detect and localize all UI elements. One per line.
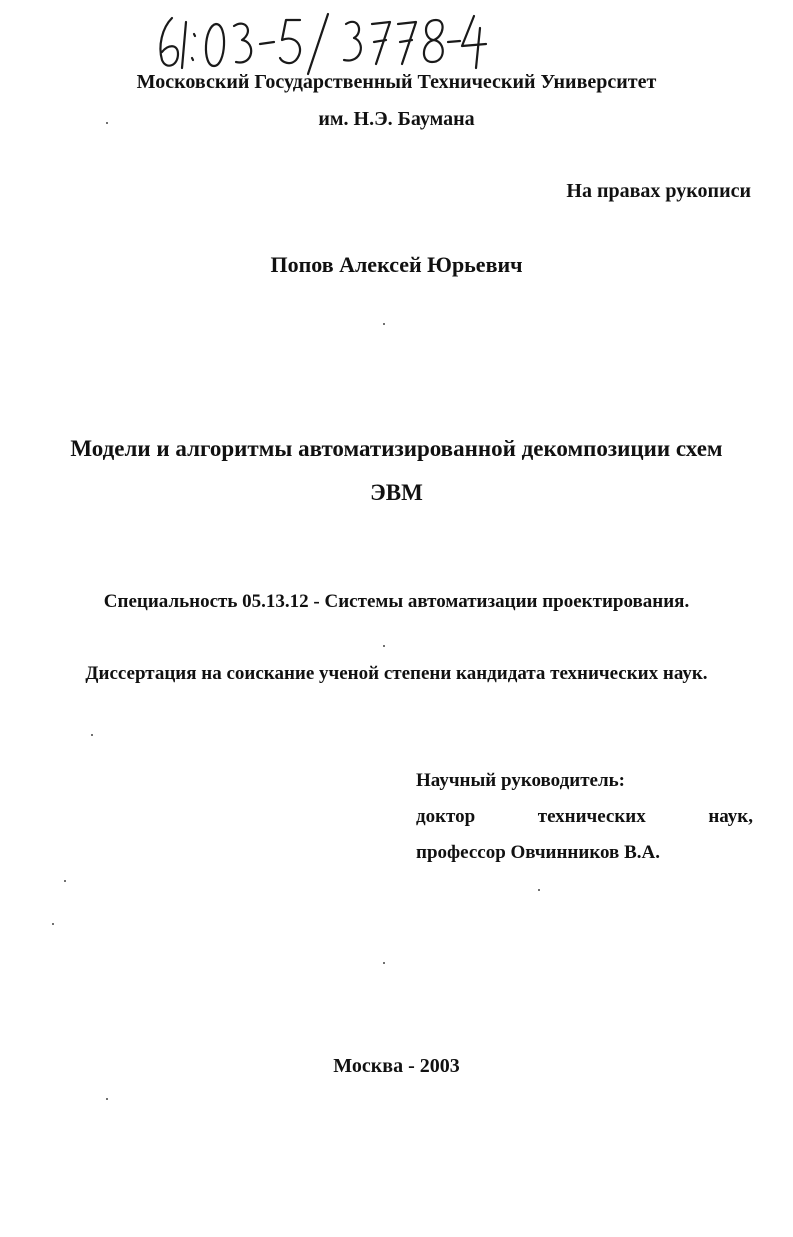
scan-speck: [91, 734, 93, 736]
scan-speck: [383, 323, 385, 325]
dissertation-degree-line: Диссертация на соискание ученой степени кандидата технических наук.: [85, 663, 708, 684]
supervisor-degree: [416, 806, 753, 828]
scan-speck: [383, 645, 385, 647]
supervisor-label: Научный руководитель:: [416, 770, 625, 791]
university-honorific: им. Н.Э. Баумана: [318, 108, 475, 130]
dissertation-title-line-1: Модели и алгоритмы автоматизированной декомпозиции схем: [70, 436, 723, 461]
supervisor-name: профессор Овчинников В.А.: [416, 842, 660, 863]
scan-speck: [538, 889, 540, 891]
place-and-year: Москва - 2003: [333, 1055, 460, 1077]
university-name: Московский Государственный Технический Университет: [136, 71, 657, 93]
dissertation-title-line-2: ЭВМ: [370, 480, 423, 505]
supervisor-degree-word: доктор: [416, 806, 476, 827]
supervisor-degree-word: технических: [537, 806, 646, 827]
scan-speck: [52, 923, 54, 925]
manuscript-rights-notice: На правах рукописи: [566, 180, 751, 202]
specialty-line: Специальность 05.13.12 - Системы автоматизации проектирования.: [103, 591, 690, 612]
author-name: Попов Алексей Юрьевич: [270, 252, 523, 277]
scan-speck: [106, 1098, 108, 1100]
handwritten-registration-number: [150, 6, 490, 76]
scan-speck: [106, 122, 108, 124]
scan-speck: [383, 962, 385, 964]
scan-speck: [64, 880, 66, 882]
supervisor-degree-word: наук,: [708, 806, 753, 827]
